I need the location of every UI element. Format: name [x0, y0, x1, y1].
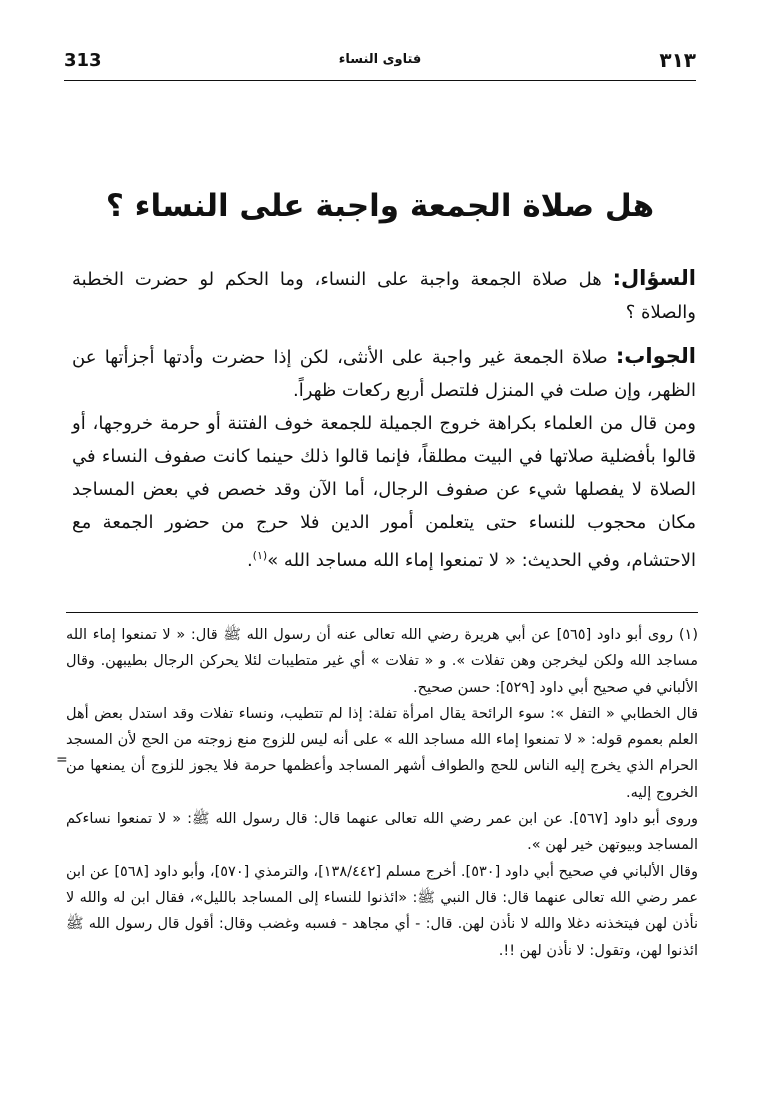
running-title: فتاوى النساء [338, 52, 422, 67]
body-paragraph-text: ومن قال من العلماء بكراهة خروج الجميلة للجمعة خوف الفتنة أو حرمة خروجها، أو قالوا بأفضلية صلاتها في البيت مطلقاً، فإنما قالوا ذلك حينما كانت صفوف النساء في الصلاة لا يفصلها شيء عن صفوف الرجال، أما الآن وقد خصص في بعض المساجد مكان محجوب للنساء حتى يتعلمن أمور الدين فلا حرج من حضور الجمعة مع الاحتشام، وفي الحديث: « لا تمنعوا إماء الله مساجد الله » [72, 413, 696, 571]
body-paragraph-end: . [246, 550, 253, 571]
footnote-references: وقال الألباني في صحيح أبي داود [٥٣٠]. أخرج مسلم [١٣٨/٤٤٢]، والترمذي [٥٧٠]، وأبو داود [٥٦٨] عن ابن عمر رضي الله تعالى عنهما قال: قال النبي ﷺ: «ائذنوا للنساء إلى المساجد بالليل»، فقال ابن له والله لا نأذن لهن فيتخذنه دغلا والله لا نأذن لهن. قال: - أي مجاهد - فسبه وغضب وقال: أقول قال رسول الله ﷺ ائذنوا لهن، وتقول: لا نأذن لهن !!. [66, 863, 698, 959]
page-header [64, 46, 696, 81]
question-label: السؤال: [612, 266, 696, 290]
body-paragraph [72, 407, 696, 577]
footnote-commentary: قال الخطابي « التفل »: سوء الرائحة يقال امرأة تفلة: إذا لم تتطيب، ونساء تفلات وقد استدل بعض أهل العلم بعموم قوله: « لا تمنعوا إماء الله مساجد الله » على أنه ليس للزوج منع زوجته من الحج لأن المسجد الحرام الذي يخرج إليه الناس للحج والطواف أشهر المساجد وأعظمها حرمة فلا يجوز للزوج أن يمنعها من الخروج إليه. [66, 705, 698, 801]
question-paragraph [72, 262, 696, 329]
continuation-mark: = [56, 752, 68, 768]
question-text: هل صلاة الجمعة واجبة على النساء، وما الحكم لو حضرت الخطبة والصلاة ؟ [72, 269, 696, 323]
answer-text: صلاة الجمعة غير واجبة على الأنثى، لكن إذا حضرت وأدتها أجزأتها عن الظهر، وإن صلت في المنزل فلتصل أربع ركعات ظهراً. [72, 347, 696, 401]
footnote-narration: وروى أبو داود [٥٦٧]. عن ابن عمر رضي الله تعالى عنهما قال: قال رسول الله ﷺ: « لا تمنعوا نساءكم المساجد وبيوتهن خير لهن ». [66, 811, 699, 854]
answer-label: الجواب: [615, 344, 696, 368]
page-number-latin: 313 [64, 50, 102, 71]
section-title: هل صلاة الجمعة واجبة على النساء ؟ [105, 188, 655, 224]
footnote-separator [66, 612, 698, 613]
footnotes [66, 622, 698, 964]
page-number-arabic: ٣١٣ [659, 48, 696, 72]
footnote-reference: (١) [252, 549, 268, 562]
footnote-1: (١) روى أبو داود [٥٦٥] عن أبي هريرة رضي الله تعالى عنه أن رسول الله ﷺ قال: « لا تمنعوا إماء الله مساجد الله ولكن ليخرجن وهن تفلات ». و « تفلات » أي غير متطيبات لئلا يحركن الرجال بطيبهن. وقال الألباني في صحيح أبي داود [٥٢٩]: حسن صحيح. [66, 627, 698, 696]
answer-paragraph [72, 340, 696, 407]
